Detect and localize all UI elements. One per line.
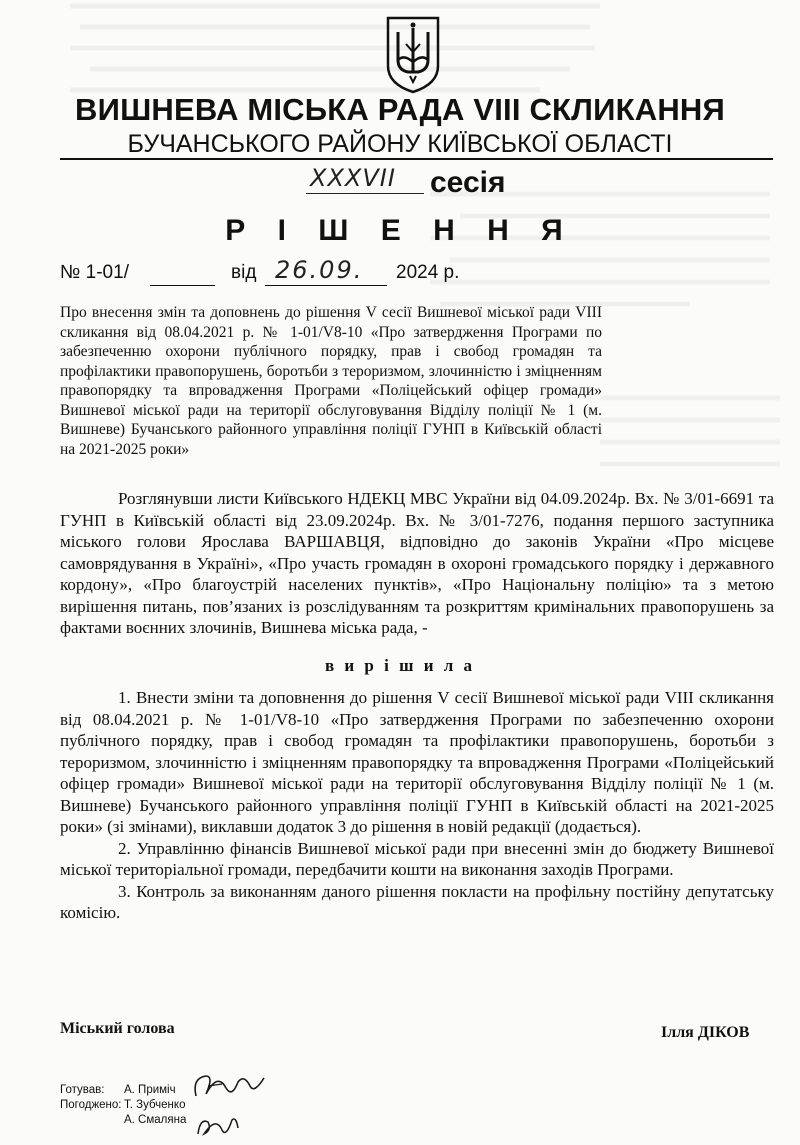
agreed-name-1: Т. Зубченко [124,1099,186,1111]
decision-items [60,687,774,924]
decision-number-blank [150,285,215,286]
decision-subject: Про внесення змін та доповнень до рішення V сесії Вишневої міської ради VIII скликання від 08.04.2021 р. № 1-01/V8-10 «Про затвердження Програми по забезпеченню охорони публічного порядку, прав і свобод громадян та профілактики правопорушень, боротьби з тероризмом, злочинністю і зміцненням правопорядку та впровадження Програми «Поліцейський офіцер громади» Вишневої міської ради на території обслуговування Відділу поліції № 1 (м. Вишневе) Бучанського районного управління поліції ГУНП в Київській області на 2021-2025 роки» [60,304,602,458]
date-underline [265,285,387,286]
trident-coat-of-arms-icon [384,14,442,94]
decision-item-3: 3. Контроль за виконанням даного рішення покласти на профільну постійну депутатську комісію. [60,881,774,922]
document-type-heading: Р І Ш Е Н Н Я [225,214,575,247]
signature-prepared-icon [188,1068,268,1104]
date-prefix: від [231,262,257,283]
decision-date: 26.09. [275,256,364,284]
session-label: сесія [430,166,506,199]
council-title: ВИШНЕВА МІСЬКА РАДА VIII СКЛИКАННЯ [75,92,725,127]
preamble [60,488,774,639]
session-number-underline [306,193,424,194]
signatory-position: Міський голова [60,1020,175,1037]
agreed-label: Погоджено: [60,1099,122,1111]
decision-item-2: 2. Управлінню фінансів Вишневої міської ради при внесенні змін до бюджету Вишневої міської територіальної громади, передбачити кошти на виконання заходів Програми. [60,838,774,879]
prepared-label: Готував: [60,1084,105,1096]
decision-item-1: 1. Внести зміни та доповнення до рішення V сесії Вишневої міської ради VIII скликання від 08.04.2021 р. № 1-01/V8-10 «Про затвердження Програми по забезпеченню охорони публічного порядку, прав і свобод громадян та профілактики правопорушень, боротьби з тероризмом, злочинністю і зміцненням правопорядку та впровадження Програми «Поліцейський офіцер громади» Вишневої міської ради на території обслуговування Відділу поліції № 1 (м. Вишневе) Бучанського районного управління поліції ГУНП в Київській області на 2021-2025 роки» (зі змінами), виклавши додаток 3 до рішення в новій редакції (додається). [60,688,774,836]
bleed-lines-mid [600,392,780,482]
signature-agreed-icon [194,1112,242,1142]
signatory-name: Ілля ДІКОВ [661,1024,750,1041]
session-line [280,164,540,204]
decision-number-prefix: № 1-01/ [60,262,129,283]
agreed-name-2: А. Смаляна [124,1114,187,1126]
council-subtitle: БУЧАНСЬКОГО РАЙОНУ КИЇВСЬКОЇ ОБЛАСТІ [127,130,673,158]
header-divider [60,158,773,160]
resolved-heading: в и р і ш и л а [324,656,476,675]
decision-year: 2024 р. [396,262,460,283]
session-number: XXXVII [310,164,396,192]
reverse-side-bleed-mid [600,392,780,482]
preamble-text: Розглянувши листи Київського НДЕКЦ МВС України від 04.09.2024р. Вх. № 3/01-6691 та ГУНП в Київській області від 23.09.2024р. Вх. № 3/01-7276, подання першого заступника міського голови Ярослава ВАРШАВЦЯ, відповідно до законів України «Про місцеве самоврядування в Україні», «Про участь громадян в охороні громадського порядку і державного кордону», «Про благоустрій населених пунктів», «Про Національну поліцію» та з метою вирішення питань, пов’язаних із розслідуванням та розкриттям кримінальних правопорушень за фактами воєнних злочинів, Вишнева міська рада, - [60,489,774,637]
prepared-name: А. Приміч [124,1084,176,1096]
